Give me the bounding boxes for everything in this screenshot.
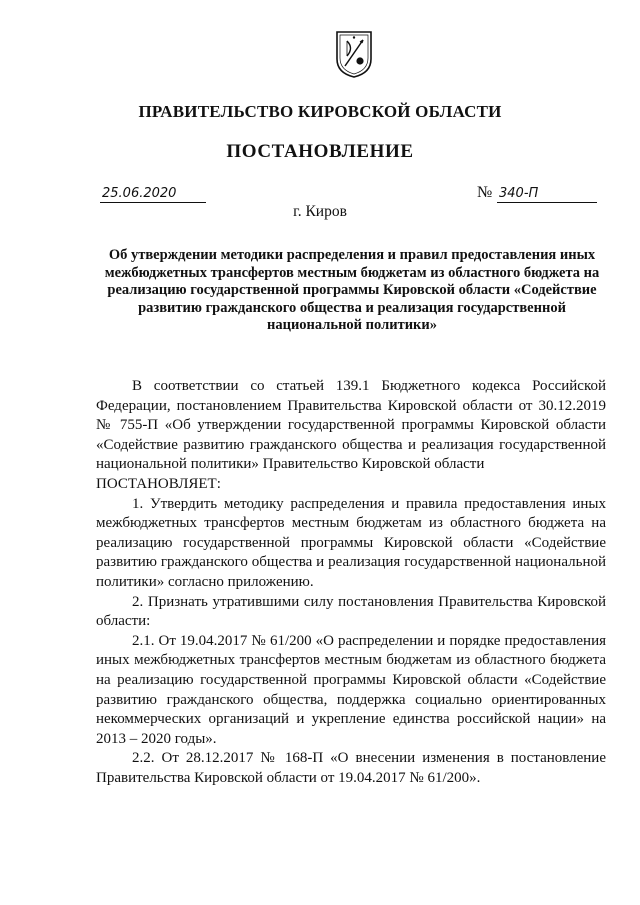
number-label: № (477, 184, 493, 201)
document-body (96, 377, 606, 788)
clause-2: 2. Признать утратившими силу постановления Правительства Кировской области: (96, 593, 606, 630)
government-name: ПРАВИТЕЛЬСТВО КИРОВСКОЙ ОБЛАСТИ (138, 102, 502, 121)
document-type: ПОСТАНОВЛЕНИЕ (226, 141, 414, 162)
clause-2-2: 2.2. От 28.12.2017 № 168-П «О внесении изменения в постановление Правительства Кировской области от 19.04.2017 № 61/200». (96, 750, 606, 786)
document-date: 25.06.2020 (100, 186, 206, 203)
city: г. Киров (293, 203, 347, 220)
clause-2-1: 2.1. От 19.04.2017 № 61/200 «О распределении и порядке предоставления иных межбюджетных трансфертов местным бюджетам из областного бюджета на реализацию государственной программы Кировской области «Содействие развитию гражданского общества, поддержка социально ориентированных некоммерческих организаций и укрепление единства российской нации» на 2013 – 2020 годы». (96, 632, 606, 747)
document-title: Об утверждении методики распределения и правил предоставления иных межбюджетных трансфертов местным бюджетам из областного бюджета на реализацию государственной программы Кировской области «Содействие развитию гражданского общества и реализация государственной национальной политики» (104, 247, 600, 334)
document-number: 340-П (497, 186, 597, 203)
resolves-heading: ПОСТАНОВЛЯЕТ: (96, 475, 221, 492)
clause-1: 1. Утвердить методику распределения и правила предоставления иных межбюджетных трансфертов местным бюджетам из областного бюджета на реализацию государственной программы Кировской области «Содействие развитию гражданского общества и реализация государственной национальной политики» согласно приложению. (96, 495, 606, 590)
coat-of-arms-emblem (334, 29, 374, 79)
intro-paragraph: В соответствии со статьей 139.1 Бюджетного кодекса Российской Федерации, постановлением Правительства Кировской области от 30.12.2019 № 755-П «Об утверждении государственной программы Кировской области «Содействие развитию гражданского общества и реализация государственной национальной политики» Правительство Кировской области (96, 378, 606, 473)
